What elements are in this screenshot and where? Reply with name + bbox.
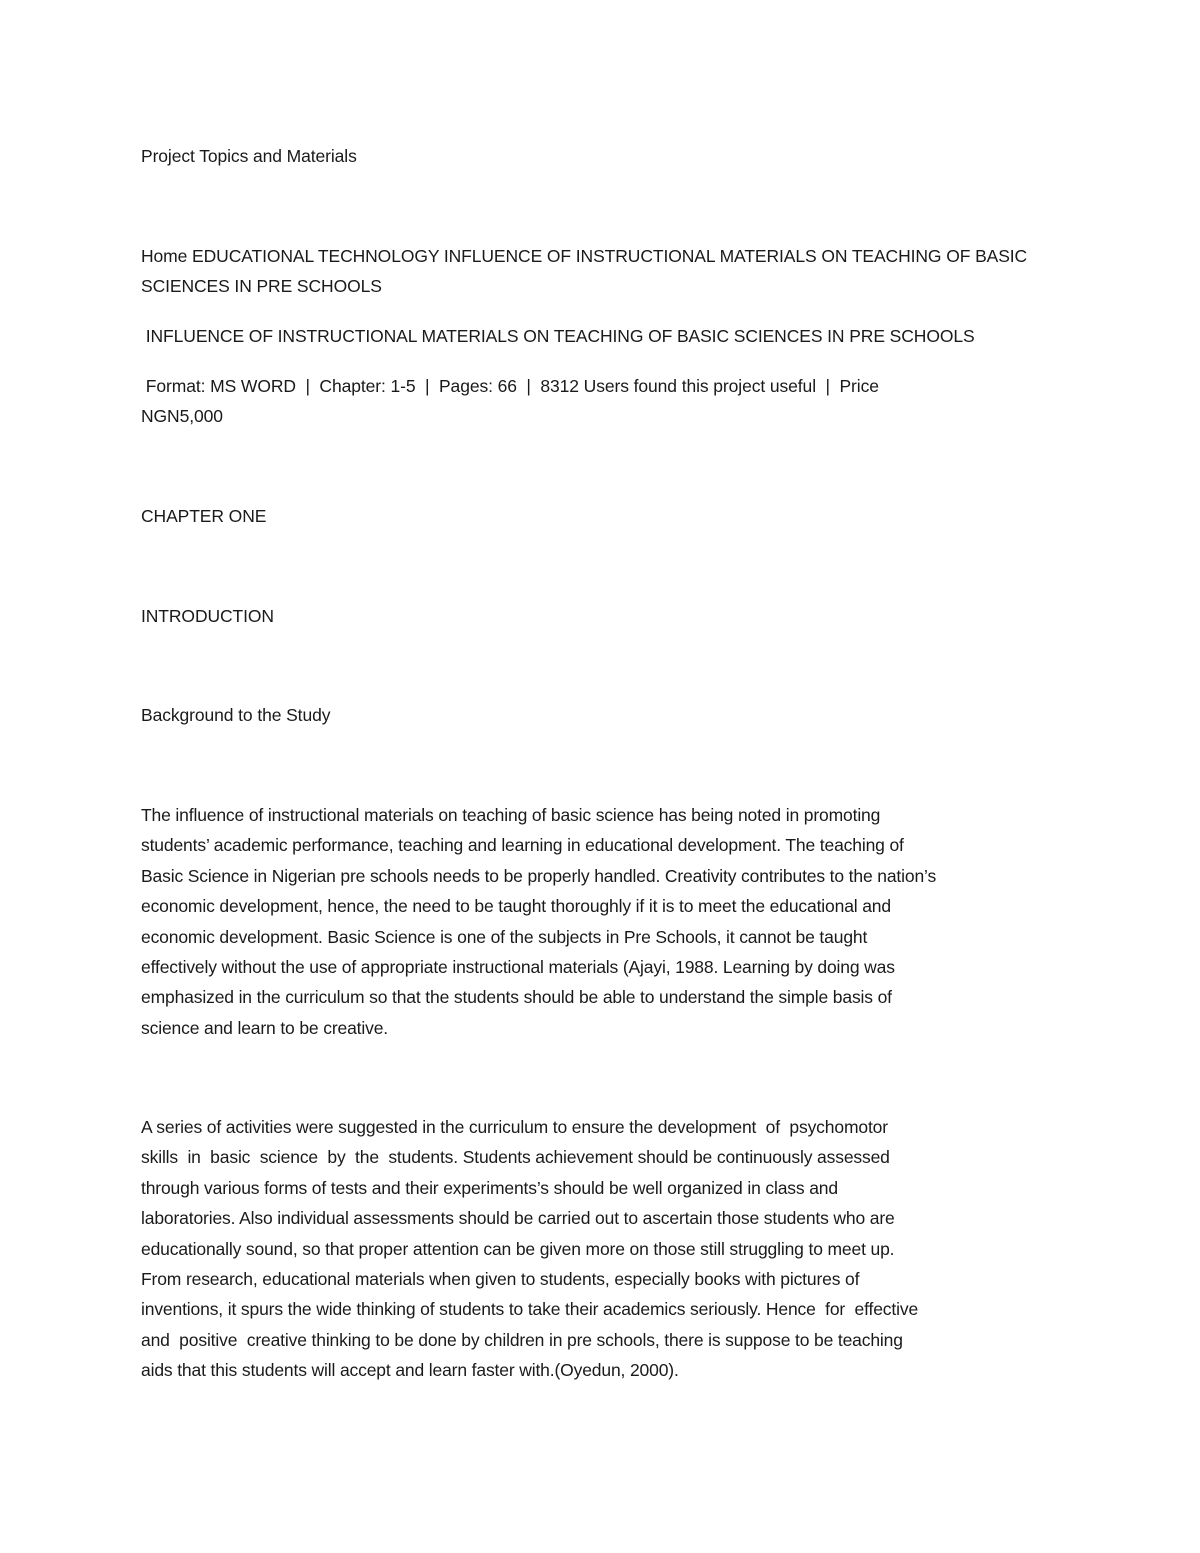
paragraph-line: skills in basic science by the students. Students achievement should be continuously assessed: [141, 1147, 890, 1168]
paragraph-line: From research, educational materials when given to students, especially books with pictures of: [141, 1269, 860, 1290]
project-title: INFLUENCE OF INSTRUCTIONAL MATERIALS ON TEACHING OF BASIC SCIENCES IN PRE SCHOOLS: [141, 326, 975, 346]
project-meta-line-2: NGN5,000: [141, 406, 223, 426]
paragraph-line: laboratories. Also individual assessments should be carried out to ascertain those students who are: [141, 1208, 895, 1229]
project-meta-line-1: Format: MS WORD | Chapter: 1-5 | Pages: 66 | 8312 Users found this project useful | Price: [141, 376, 879, 396]
paragraph-line: aids that this students will accept and learn faster with.(Oyedun, 2000).: [141, 1360, 679, 1381]
paragraph-line: inventions, it spurs the wide thinking of students to take their academics seriously. Hence for effective: [141, 1299, 919, 1320]
paragraph-background-2: [141, 1112, 1061, 1386]
breadcrumb-line-1: Home EDUCATIONAL TECHNOLOGY INFLUENCE OF INSTRUCTIONAL MATERIALS ON TEACHING OF BASIC: [141, 246, 1028, 266]
paragraph-line: economic development. Basic Science is one of the subjects in Pre Schools, it cannot be taught: [141, 926, 868, 947]
paragraph-line: A series of activities were suggested in the curriculum to ensure the development of psychomotor: [141, 1117, 888, 1137]
paragraph-line: through various forms of tests and their experiments’s should be well organized in class and: [141, 1177, 838, 1198]
paragraph-line: and positive creative thinking to be done by children in pre schools, there is suppose to be teaching: [141, 1329, 903, 1350]
paragraph-line: Basic Science in Nigerian pre schools needs to be properly handled. Creativity contributes to the nation’s: [141, 865, 937, 886]
paragraph-line: effectively without the use of appropriate instructional materials (Ajayi, 1988. Learning by doing was: [141, 957, 895, 978]
paragraph-line: students’ academic performance, teaching and learning in educational development. The teaching of: [141, 835, 904, 856]
paragraph-line: emphasized in the curriculum so that the students should be able to understand the simple basis of: [141, 987, 892, 1008]
breadcrumb-line-2: SCIENCES IN PRE SCHOOLS: [141, 276, 382, 296]
paragraph-line: science and learn to be creative.: [141, 1017, 389, 1038]
chapter-heading: CHAPTER ONE: [141, 506, 267, 526]
paragraph-line: educationally sound, so that proper attention can be given more on those still struggling to meet up.: [141, 1238, 895, 1259]
paragraph-background-1: [141, 800, 1061, 1043]
document-page: [141, 0, 1061, 1553]
paragraph-line: economic development, hence, the need to be taught thoroughly if it is to meet the educational and: [141, 896, 891, 917]
paragraph-line: The influence of instructional materials on teaching of basic science has being noted in promoting: [141, 805, 881, 825]
section-heading: INTRODUCTION: [141, 606, 274, 626]
site-title: Project Topics and Materials: [141, 146, 357, 166]
subsection-heading: Background to the Study: [141, 705, 331, 725]
